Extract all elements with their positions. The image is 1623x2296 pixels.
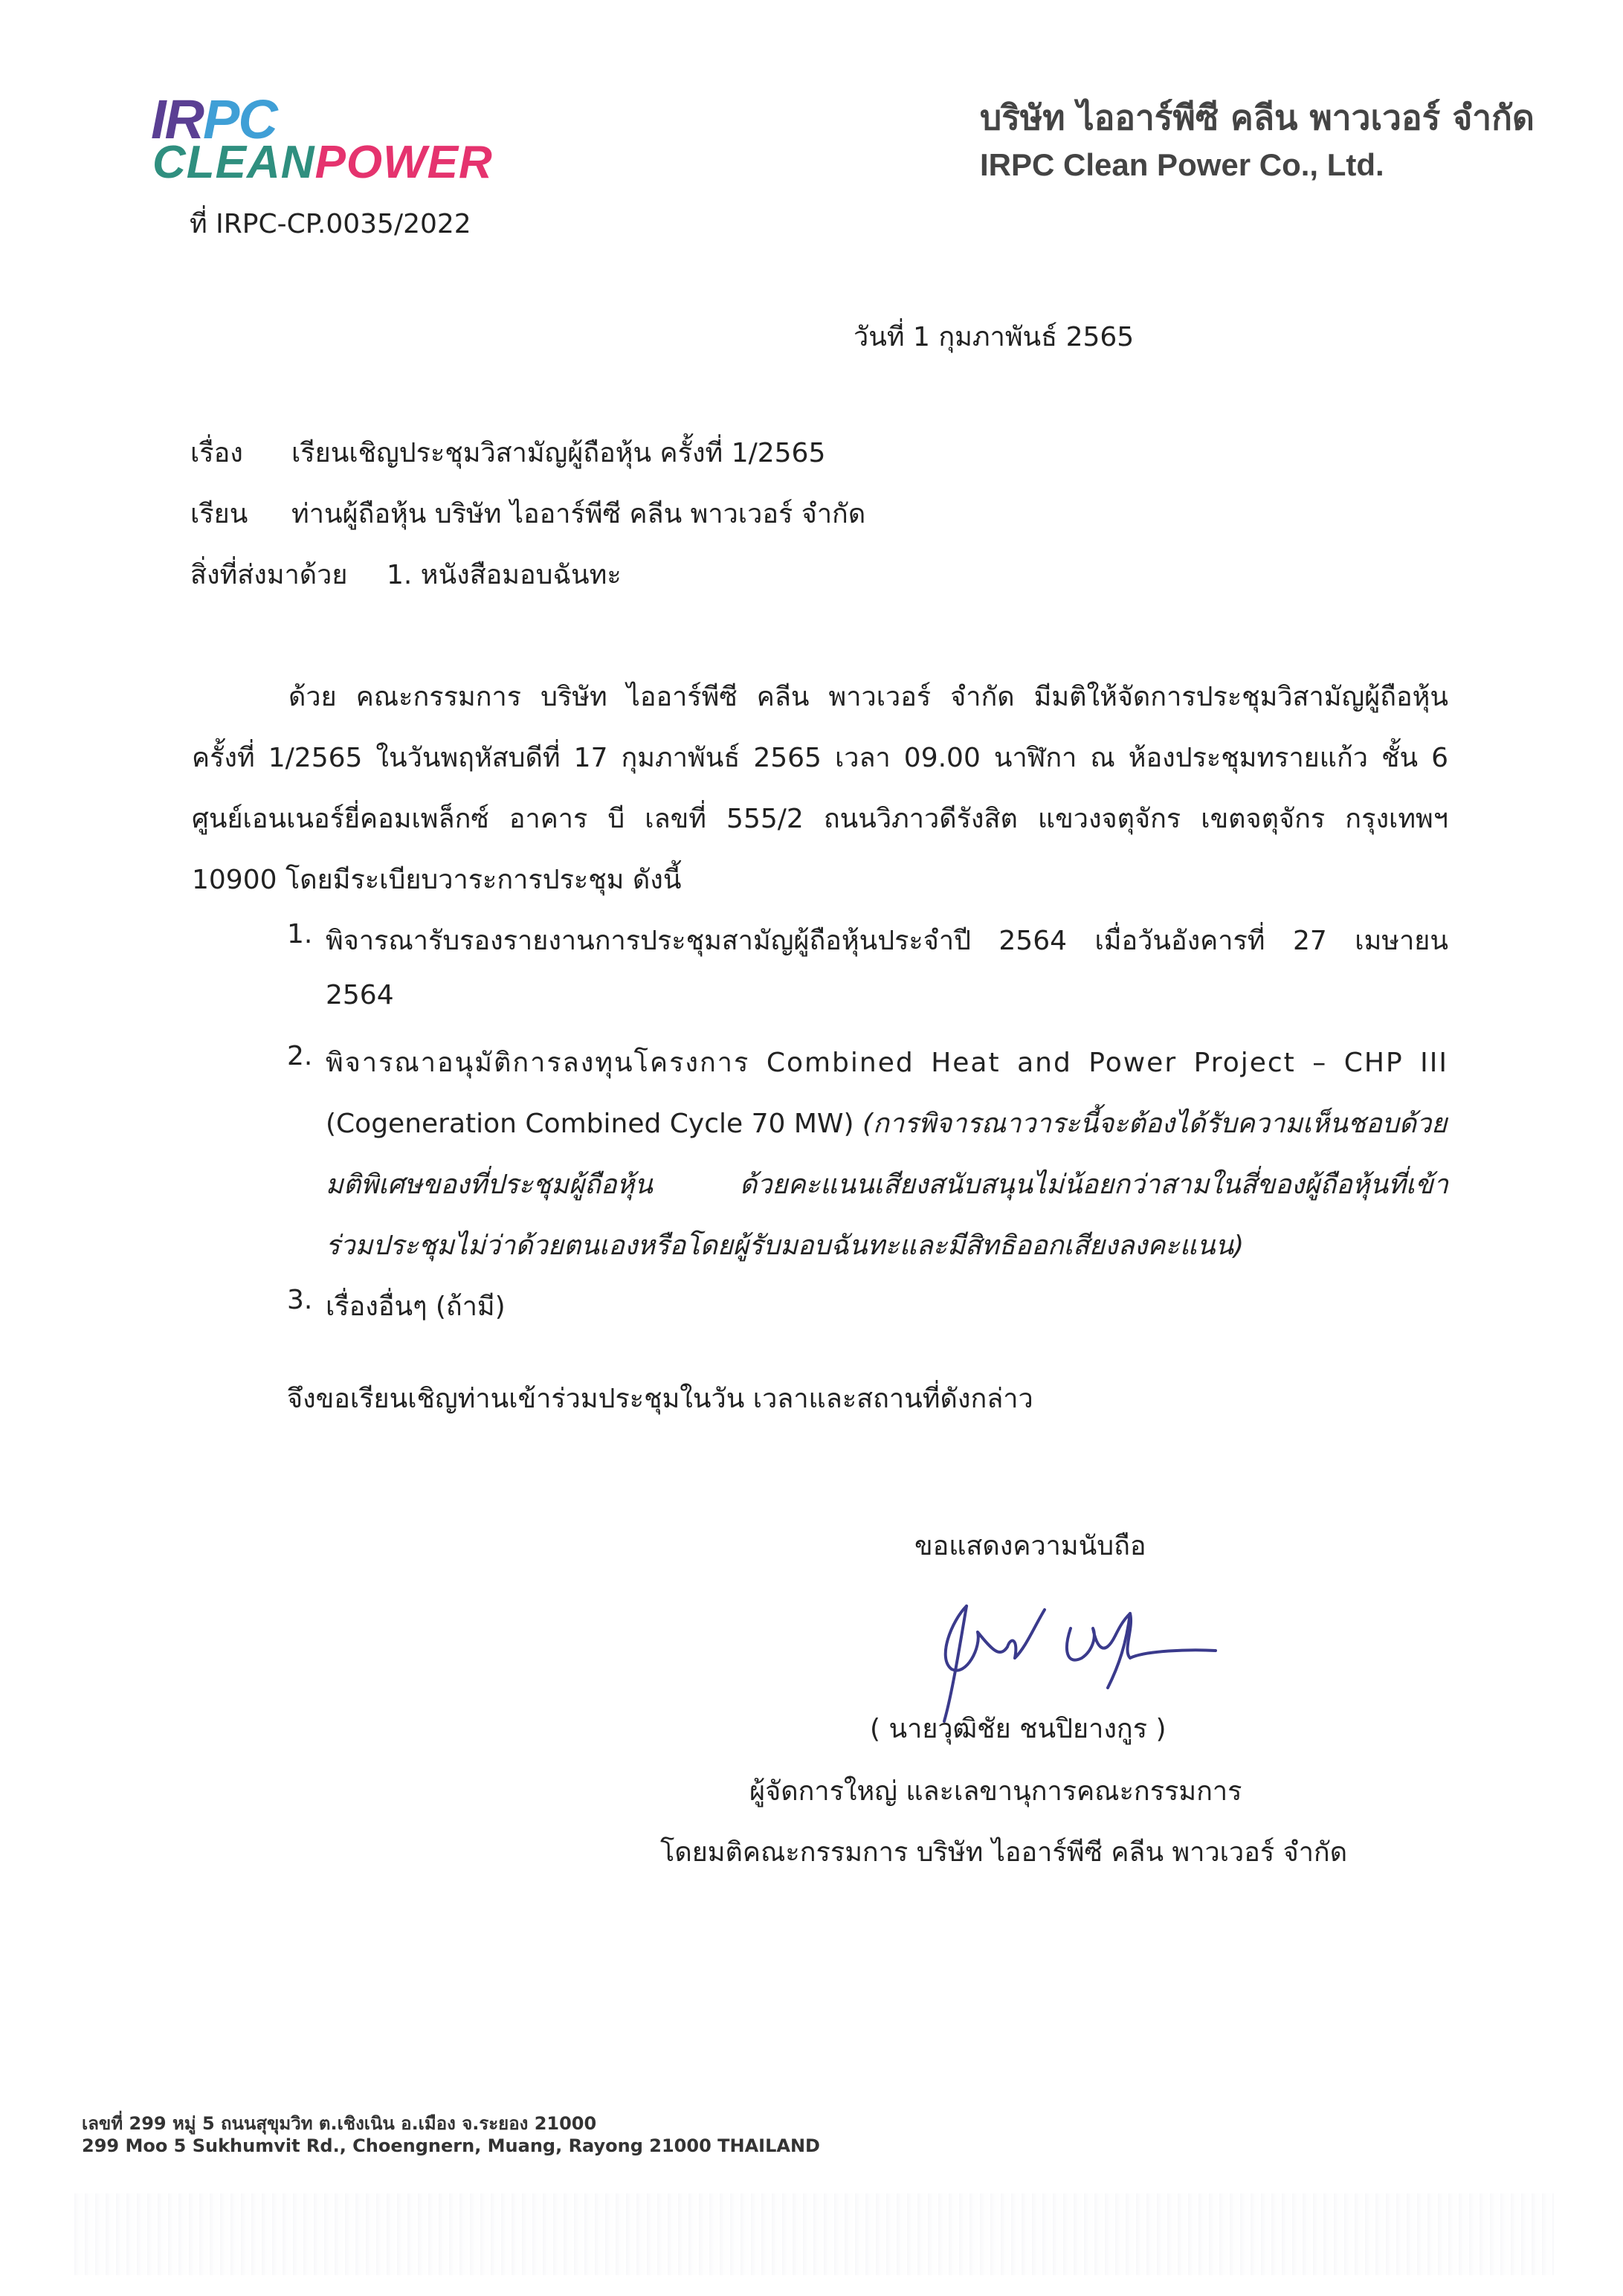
logo-clean-text: CLEAN: [152, 137, 315, 188]
enclosure-value: 1. หนังสือมอบฉันทะ: [387, 560, 622, 590]
closing-sentence: จึงขอเรียนเชิญท่านเข้าร่วมประชุมในวัน เวลาและสถานที่ดังกล่าว: [287, 1384, 1033, 1414]
signatory-title: ผู้จัดการใหญ่ และเลขานุการคณะกรรมการ: [749, 1776, 1242, 1807]
agenda-number: 1.: [287, 919, 313, 949]
logo-pc-text: PC: [203, 88, 277, 150]
signatory-name: ( นายวุฒิชัย ชนปิยางกูร ): [870, 1714, 1167, 1744]
agenda-item-note-italic: ร่วมประชุมไม่ว่าด้วยตนเองหรือโดยผู้รับมอบฉันทะและมีสิทธิออกเสียงลงคะแนน): [326, 1231, 1245, 1261]
logo-power-text: POWER: [314, 137, 493, 188]
company-name-english: IRPC Clean Power Co., Ltd.: [980, 147, 1384, 182]
body-paragraph-line: 10900 โดยมีระเบียบวาระการประชุม ดังนี้: [192, 865, 682, 895]
recipient-value: ท่านผู้ถือหุ้น บริษัท ไออาร์พีซี คลีน พาวเวอร์ จำกัด: [291, 499, 866, 529]
agenda-number: 2.: [287, 1041, 313, 1071]
body-paragraph-line: ด้วย คณะกรรมการ บริษัท ไออาร์พีซี คลีน พาวเวอร์ จำกัด มีมติให้จัดการประชุมวิสามัญผู้ถือหุ้น: [288, 682, 1448, 712]
letter-date: วันที่ 1 กุมภาพันธ์ 2565: [854, 322, 1135, 352]
document-number: ที่ IRPC-CP.0035/2022: [190, 209, 471, 239]
recipient-label: เรียน: [190, 499, 248, 529]
agenda-item-text: พิจารณารับรองรายงานการประชุมสามัญผู้ถือหุ้นประจำปี 2564 เมื่อวันอังคารที่ 27 เมษายน: [326, 926, 1448, 956]
regards-text: ขอแสดงความนับถือ: [914, 1531, 1146, 1561]
enclosure-label: สิ่งที่ส่งมาด้วย: [190, 560, 348, 590]
body-paragraph-line: ครั้งที่ 1/2565 ในวันพฤหัสบดีที่ 17 กุมภาพันธ์ 2565 เวลา 09.00 นาฬิกา ณ ห้องประชุมทรายแก้ว ชั้น 6: [192, 743, 1448, 773]
agenda-item-text: 2564: [326, 980, 394, 1010]
agenda-number: 3.: [287, 1285, 313, 1315]
agenda-item-text-normal: (Cogeneration Combined Cycle 70 MW): [326, 1109, 863, 1139]
agenda-item-note-italic: (การพิจารณาวาระนี้จะต้องได้รับความเห็นชอบด้วย: [862, 1109, 1448, 1139]
footer-address-english: 299 Moo 5 Sukhumvit Rd., Choengnern, Muang, Rayong 21000 THAILAND: [82, 2135, 820, 2156]
footer-address-thai: เลขที่ 299 หมู่ 5 ถนนสุขุมวิท ต.เชิงเนิน อ.เมือง จ.ระยอง 21000: [82, 2113, 597, 2134]
body-paragraph-line: ศูนย์เอนเนอร์ยี่คอมเพล็กซ์ อาคาร บี เลขที่ 555/2 ถนนวิภาวดีรังสิต แขวงจตุจักร เขตจตุจักร กรุงเทพฯ: [192, 804, 1448, 834]
agenda-item-note-italic: มติพิเศษของที่ประชุมผู้ถือหุ้น ด้วยคะแนนเสียงสนับสนุนไม่น้อยกว่าสามในสี่ของผู้ถือหุ้นที่เข้า: [326, 1170, 1448, 1200]
logo-ir-text: IR: [151, 88, 203, 150]
subject-label: เรื่อง: [190, 438, 243, 468]
agenda-item-text: เรื่องอื่นๆ (ถ้ามี): [326, 1292, 506, 1322]
scan-artifact: [74, 2193, 1554, 2275]
company-name-thai: บริษัท ไออาร์พีซี คลีน พาวเวอร์ จำกัด: [980, 97, 1535, 138]
agenda-item-text: พิจารณาอนุมัติการลงทุนโครงการ Combined Heat and Power Project – CHP III: [326, 1048, 1448, 1078]
subject-value: เรียนเชิญประชุมวิสามัญผู้ถือหุ้น ครั้งที่ 1/2565: [291, 438, 826, 468]
agenda-item-text: [326, 1102, 1448, 1144]
signatory-title: โดยมติคณะกรรมการ บริษัท ไออาร์พีซี คลีน พาวเวอร์ จำกัด: [660, 1837, 1348, 1868]
handwritten-signature: [907, 1576, 1227, 1725]
company-logo-clean-power: [152, 137, 493, 188]
